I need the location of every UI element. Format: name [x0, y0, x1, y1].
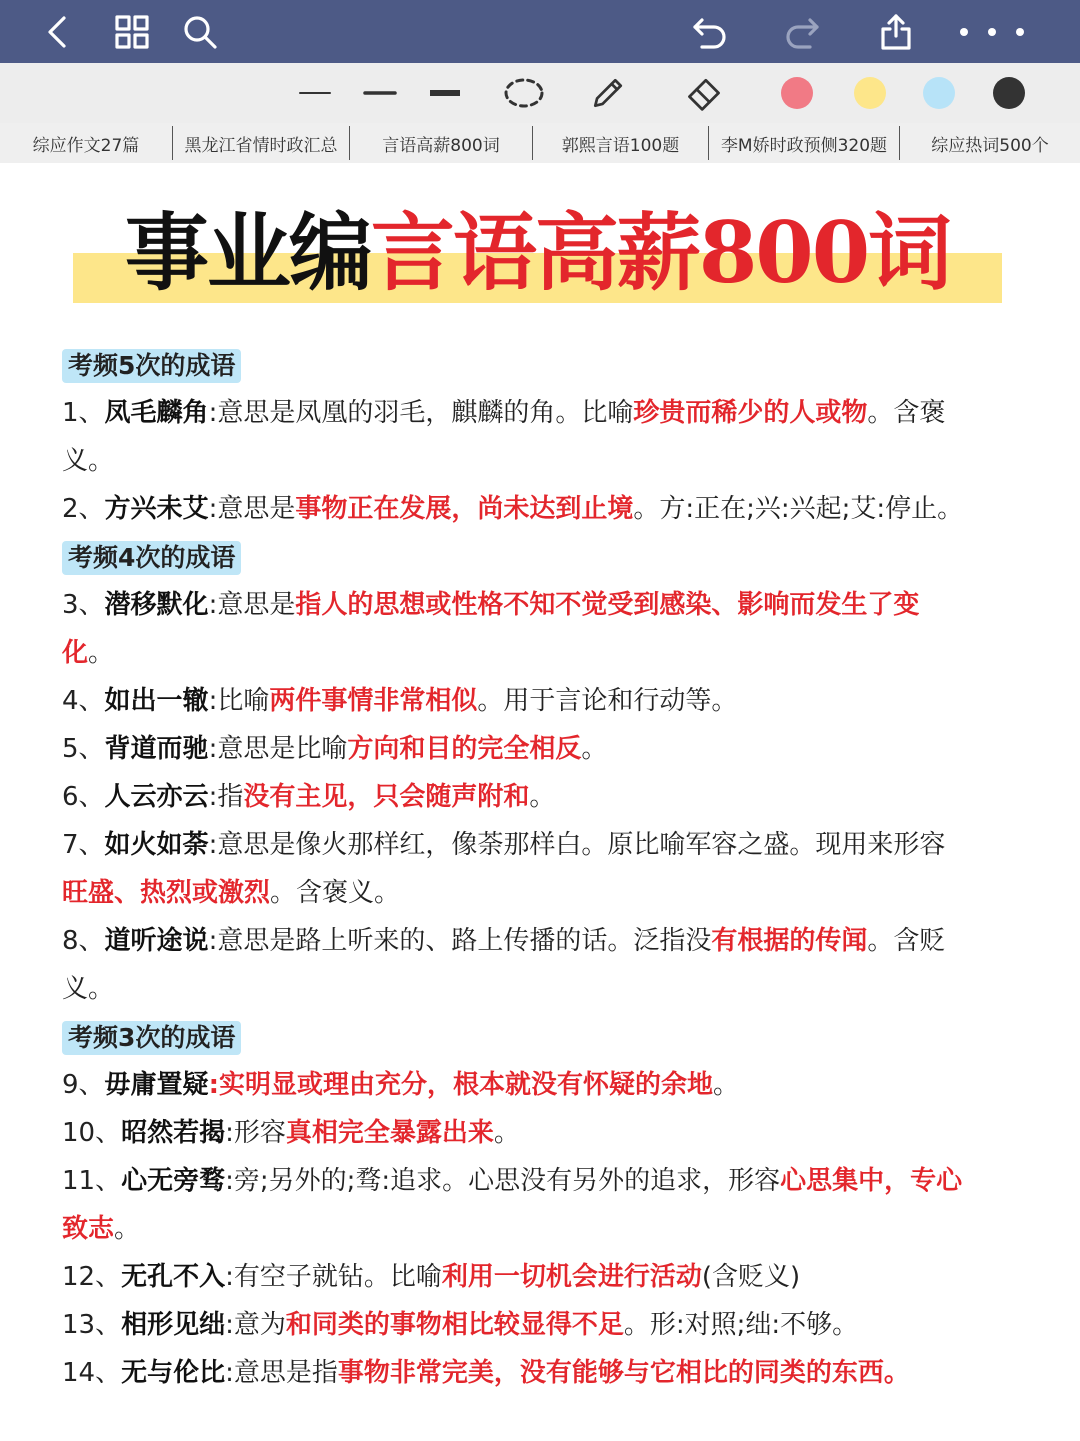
idiom-text: 11、 — [62, 1166, 122, 1196]
idiom-line — [62, 629, 1022, 677]
thick-line-icon[interactable] — [428, 71, 462, 115]
idiom-highlight: 两件事情非常相似 — [269, 686, 478, 716]
idiom-text: (含贬义) — [701, 1262, 801, 1292]
idiom-text: :指 — [208, 782, 244, 812]
idiom-text: 。含褒义。 — [270, 878, 401, 908]
idiom-text: 8、 — [62, 926, 105, 956]
idiom-text: :意思是 — [208, 590, 296, 620]
idiom-term: 如出一辙 — [104, 686, 209, 716]
idiom-text: :意思是凤凰的羽毛，麒麟的角。比喻 — [208, 398, 634, 428]
idiom-text: 义。 — [62, 974, 115, 1004]
idiom-highlight: 事物正在发展，尚未达到止境 — [295, 494, 634, 524]
idiom-text: 。 — [712, 1070, 739, 1100]
idiom-line — [62, 1157, 1022, 1205]
back-icon[interactable] — [34, 8, 82, 56]
tab-3[interactable]: 郭熙言语100题 — [561, 135, 680, 156]
tab-0[interactable]: 综应作文27篇 — [32, 135, 140, 156]
idiom-line — [62, 869, 1022, 917]
idiom-line — [62, 581, 1022, 629]
idiom-highlight: 致志 — [62, 1214, 115, 1244]
idiom-line — [62, 1253, 1022, 1301]
idiom-highlight: 指人的思想或性格不知不觉受到感染、影响而发生了变 — [295, 590, 920, 620]
idiom-text: 7、 — [62, 830, 105, 860]
idiom-term: 道听途说 — [104, 926, 209, 956]
idiom-line — [62, 965, 1022, 1013]
idiom-line — [62, 389, 1022, 437]
idiom-line — [62, 1205, 1022, 1253]
color-swatch-blue[interactable] — [923, 71, 955, 115]
idiom-text: 。形:对照;绌:不够。 — [623, 1310, 859, 1340]
idiom-line — [62, 485, 1022, 533]
idiom-text: :意思是指 — [225, 1358, 338, 1388]
idiom-text: 1、 — [62, 398, 105, 428]
redo-icon[interactable] — [778, 8, 826, 56]
idiom-text: 。 — [114, 1214, 141, 1244]
idiom-text: 。 — [529, 782, 556, 812]
pen-icon[interactable] — [586, 71, 630, 115]
idiom-text: 9、 — [62, 1070, 105, 1100]
idiom-text: 。 — [581, 734, 608, 764]
section-heading-row — [62, 341, 1022, 389]
idiom-text: 义。 — [62, 446, 115, 476]
idiom-line — [62, 821, 1022, 869]
idiom-term: 昭然若揭 — [121, 1118, 226, 1148]
idiom-line — [62, 1109, 1022, 1157]
idiom-term: 背道而驰 — [104, 734, 209, 764]
section-heading-row — [62, 1013, 1022, 1061]
idiom-line — [62, 1301, 1022, 1349]
idiom-list — [62, 341, 1022, 1397]
share-icon[interactable] — [872, 8, 920, 56]
idiom-text: 12、 — [62, 1262, 122, 1292]
idiom-term: 方兴未艾 — [104, 494, 209, 524]
tab-4[interactable]: 李M娇时政预侧320题 — [720, 135, 888, 156]
idiom-term: 如火如荼 — [104, 830, 209, 860]
idiom-term: 凤毛麟角 — [104, 398, 209, 428]
section-heading: 考频3次的成语 — [62, 1021, 241, 1055]
idiom-highlight: :实明显或理由充分，根本就没有怀疑的余地 — [208, 1070, 713, 1100]
idiom-text: :意思是路上听来的、路上传播的话。泛指没 — [208, 926, 712, 956]
idiom-text: :形容 — [225, 1118, 286, 1148]
idiom-text: 。 — [493, 1118, 520, 1148]
idiom-term: 无孔不入 — [121, 1262, 226, 1292]
idiom-highlight: 没有主见，只会随声附和 — [243, 782, 530, 812]
idiom-highlight: 有根据的传闻 — [711, 926, 868, 956]
idiom-text: :意思是比喻 — [208, 734, 348, 764]
idiom-line — [62, 773, 1022, 821]
thin-line-icon[interactable] — [298, 71, 332, 115]
idiom-text: :意思是像火那样红，像荼那样白。原比喻军容之盛。现用来形容 — [208, 830, 946, 860]
color-swatch-black[interactable] — [993, 71, 1025, 115]
idiom-text: 。含贬 — [867, 926, 946, 956]
annotation-toolbar — [0, 63, 1080, 123]
eraser-icon[interactable] — [682, 71, 726, 115]
idiom-line — [62, 1061, 1022, 1109]
idiom-line — [62, 725, 1022, 773]
idiom-line — [62, 677, 1022, 725]
section-heading-row — [62, 533, 1022, 581]
idiom-highlight: 化 — [62, 638, 89, 668]
idiom-term: 毋庸置疑 — [104, 1070, 209, 1100]
idiom-highlight: 事物非常完美，没有能够与它相比的同类的东西。 — [337, 1358, 910, 1388]
idiom-line — [62, 1349, 1022, 1397]
tab-1[interactable]: 黑龙江省情时政汇总 — [184, 135, 338, 156]
idiom-text: 。方:正在;兴:兴起;艾:停止。 — [633, 494, 964, 524]
tab-5[interactable]: 综应热词500个 — [931, 135, 1049, 156]
idiom-term: 潜移默化 — [104, 590, 209, 620]
idiom-highlight: 心思集中，专心 — [780, 1166, 963, 1196]
idiom-text: 2、 — [62, 494, 105, 524]
page-title — [73, 198, 1002, 308]
color-swatch-pink[interactable] — [781, 71, 813, 115]
section-heading: 考频5次的成语 — [62, 349, 241, 383]
lasso-icon[interactable] — [502, 71, 546, 115]
search-icon[interactable] — [176, 8, 224, 56]
more-icon[interactable] — [954, 8, 1034, 56]
title-part-red: 言语高薪800词 — [370, 203, 951, 302]
top-nav-bar — [0, 0, 1080, 63]
tab-2[interactable]: 言语高薪800词 — [382, 135, 500, 156]
idiom-text: :旁;另外的;骛:追求。心思没有另外的追求，形容 — [225, 1166, 781, 1196]
grid-icon[interactable] — [108, 8, 156, 56]
color-swatch-yellow[interactable] — [854, 71, 886, 115]
idiom-highlight: 和同类的事物相比较显得不足 — [285, 1310, 624, 1340]
title-text — [73, 198, 1002, 308]
idiom-term: 无与伦比 — [121, 1358, 226, 1388]
document-tabs — [0, 123, 1080, 163]
idiom-text: 3、 — [62, 590, 105, 620]
idiom-text: 6、 — [62, 782, 105, 812]
idiom-text: 13、 — [62, 1310, 122, 1340]
idiom-text: 5、 — [62, 734, 105, 764]
idiom-line — [62, 437, 1022, 485]
idiom-text: 。含褒 — [867, 398, 946, 428]
idiom-highlight: 利用一切机会进行活动 — [441, 1262, 702, 1292]
medium-line-icon[interactable] — [363, 71, 397, 115]
idiom-highlight: 旺盛、热烈或激烈 — [62, 878, 271, 908]
idiom-highlight: 珍贵而稀少的人或物 — [633, 398, 868, 428]
idiom-line — [62, 917, 1022, 965]
idiom-text: :意思是 — [208, 494, 296, 524]
idiom-term: 心无旁骛 — [121, 1166, 226, 1196]
idiom-term: 人云亦云 — [104, 782, 209, 812]
document-page[interactable] — [0, 163, 1080, 1441]
idiom-text: :意为 — [225, 1310, 286, 1340]
idiom-highlight: 方向和目的完全相反 — [347, 734, 582, 764]
idiom-term: 相形见绌 — [121, 1310, 226, 1340]
idiom-text: 14、 — [62, 1358, 122, 1388]
idiom-highlight: 真相完全暴露出来 — [285, 1118, 494, 1148]
idiom-text: 。用于言论和行动等。 — [477, 686, 738, 716]
idiom-text: :比喻 — [208, 686, 270, 716]
idiom-text: 10、 — [62, 1118, 122, 1148]
section-heading: 考频4次的成语 — [62, 541, 241, 575]
title-part-black: 事业编 — [124, 203, 371, 302]
idiom-text: :有空子就钻。比喻 — [225, 1262, 442, 1292]
idiom-text: 。 — [88, 638, 115, 668]
idiom-text: 4、 — [62, 686, 105, 716]
undo-icon[interactable] — [686, 8, 734, 56]
